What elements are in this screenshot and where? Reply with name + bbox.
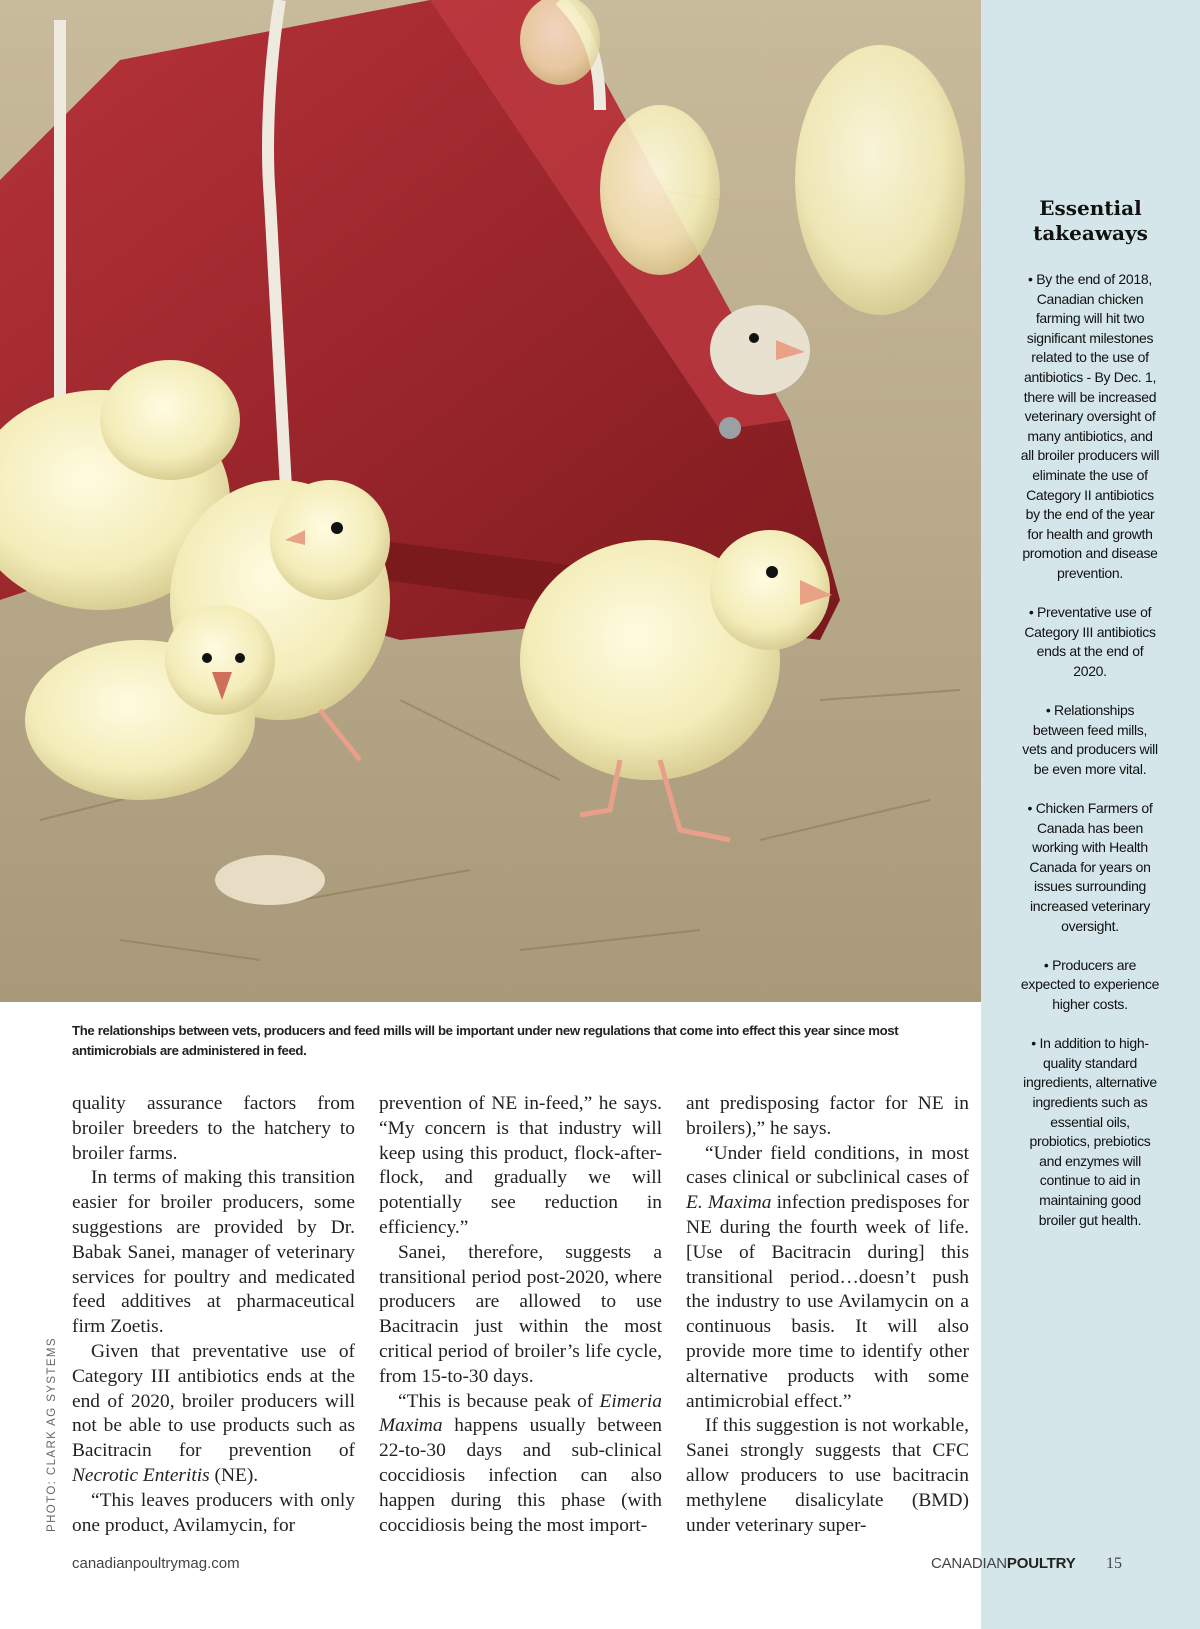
paragraph: “This leaves producers with only one product, Avilamycin, for xyxy=(72,1489,355,1536)
paragraph: If this suggestion is not workable, Sanei strongly suggests that CFC allow producers to use bacitracin methylene disalicylate (BMD) under veterinary super- xyxy=(686,1415,969,1536)
footer-mag-bold: POULTRY xyxy=(1006,1555,1076,1572)
paragraph-text: “This is because peak of xyxy=(398,1390,600,1412)
takeaway-item: • Producers are expected to experience higher costs. xyxy=(1020,956,1160,1015)
paragraph-text: Given that preventative use of Category III antibiotics ends at the end of 2020, broiler producers will not be able to use products such as Bacitracin for prevention of xyxy=(72,1340,355,1462)
paragraph xyxy=(379,1390,662,1539)
paragraph: quality assurance factors from broiler breeders to the hatchery to broiler farms. xyxy=(72,1093,355,1164)
takeaways-list xyxy=(1020,270,1160,1250)
sidebar-title-line1: Essential xyxy=(1039,196,1142,220)
italic-term: E. Maxima xyxy=(686,1192,772,1214)
takeaway-item: • By the end of 2018, Canadian chicken farming will hit two significant milestones related to the use of antibiotics - By Dec. 1, there will be increased veterinary oversight of many antibiotics, and all broiler producers will eliminate the use of Category II antibiotics by the end of the year for health and growth promotion and disease prevention. xyxy=(1020,270,1160,584)
page-number: 15 xyxy=(1106,1555,1122,1572)
footer-magazine-name xyxy=(931,1555,1076,1572)
paragraph-text: (NE). xyxy=(209,1464,259,1486)
takeaway-item: • Relationships between feed mills, vets and producers will be even more vital. xyxy=(1020,701,1160,779)
paragraph: Sanei, therefore, suggests a transitional period post-2020, where producers are allowed to use Bacitracin just within the most critical period of broiler’s life cycle, from 15-to-30 days. xyxy=(379,1241,662,1387)
footer-website: canadianpoultrymag.com xyxy=(72,1555,240,1572)
paragraph: In terms of making this transition easier for broiler producers, some suggestions are provided by Dr. Babak Sanei, manager of veterinary services for poultry and medicated feed additives at pharmaceutical firm Zoetis. xyxy=(72,1167,355,1338)
paragraph xyxy=(72,1340,355,1489)
paragraph-text: happens usually between 22-to-30 days and sub-clinical coccidiosis infection can also happen during this phase (with coccidiosis being the most import- xyxy=(379,1415,662,1536)
italic-term: Eimeria Maxima xyxy=(379,1390,662,1437)
takeaway-item: • In addition to high-quality standard ingredients, alternative ingredients such as essential oils, probiotics, prebiotics and enzymes will continue to aid in maintaining good broiler gut health. xyxy=(1020,1034,1160,1230)
sidebar-title-line2: takeaways xyxy=(1033,221,1148,245)
photo-caption: The relationships between vets, producers and feed mills will be important under new regulations that come into effect this year since most antimicrobials are administered in feed. xyxy=(72,1023,899,1058)
paragraph-text: “Under field conditions, in most cases clinical or subclinical cases of xyxy=(686,1142,969,1189)
paragraph: prevention of NE in-feed,” he says. “My concern is that industry will keep using this product, flock-after-flock, and gradually we will potentially see reduction in efficiency.” xyxy=(379,1093,662,1238)
essential-takeaways-sidebar xyxy=(981,0,1200,1629)
paragraph xyxy=(686,1142,969,1415)
takeaway-item: • Chicken Farmers of Canada has been working with Health Canada for years on issues surrounding increased veterinary oversight. xyxy=(1020,799,1160,936)
paragraph-text: infection predisposes for NE during the fourth week of life. [Use of Bacitracin during] this transitional period…doesn’t push the industry to use Avilamycin on a continuous basis. It will also provide more time to identify other alternative products with some antimicrobial effect.” xyxy=(686,1192,969,1412)
italic-term: Necrotic Enteritis xyxy=(72,1464,210,1486)
sidebar-title xyxy=(981,196,1200,246)
paragraph: ant predisposing factor for NE in broilers),” he says. xyxy=(686,1093,969,1139)
footer-mag-light: CANADIAN xyxy=(931,1555,1007,1572)
article-column-1 xyxy=(72,1092,355,1538)
article-column-2 xyxy=(379,1092,662,1538)
article-column-3 xyxy=(686,1092,969,1538)
photo-credit: PHOTO: CLARK AG SYSTEMS xyxy=(46,1337,58,1532)
takeaway-item: • Preventative use of Category III antibiotics ends at the end of 2020. xyxy=(1020,603,1160,681)
